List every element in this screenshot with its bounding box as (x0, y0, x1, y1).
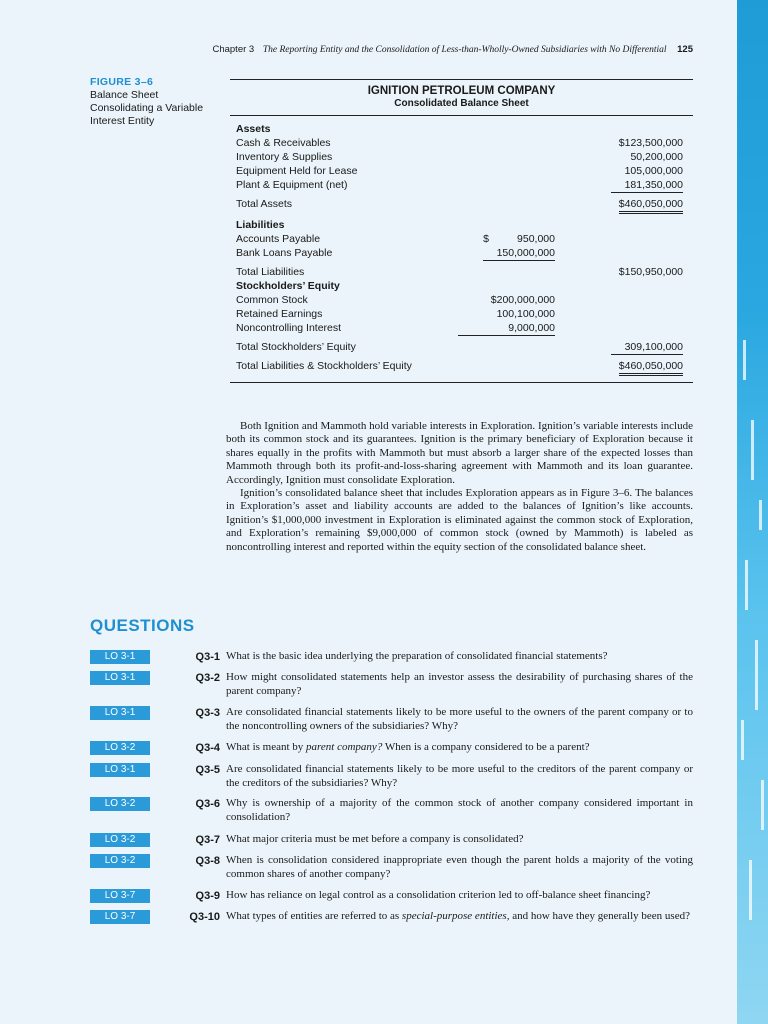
equity-heading: Stockholders’ Equity (236, 280, 340, 292)
question-number: Q3-5 (195, 764, 220, 776)
asset-row: Plant & Equipment (net) 181,350,000 (236, 179, 683, 191)
question-number: Q3-1 (195, 651, 220, 663)
learning-objective-badge: LO 3-1 (90, 671, 150, 685)
question-number: Q3-10 (189, 911, 220, 923)
liability-row: Bank Loans Payable 150,000,000 (236, 247, 555, 259)
equity-row: Noncontrolling Interest 9,000,000 (236, 322, 555, 334)
question-number: Q3-3 (195, 707, 220, 719)
total-liabilities-row: Total Liabilities $150,950,000 (236, 266, 683, 278)
learning-objective-badge: LO 3-7 (90, 889, 150, 903)
question-text: How has reliance on legal control as a consolidation criterion led to off-balance sheet financing? (226, 889, 651, 901)
question-number: Q3-7 (195, 834, 220, 846)
learning-objective-badge: LO 3-2 (90, 741, 150, 755)
question-text: What is the basic idea underlying the preparation of consolidated financial statements? (226, 650, 608, 662)
question-text: Are consolidated financial statements likely to be more useful to the creditors of the parent company or the creditors of the subsidiaries? Why? (226, 763, 693, 789)
decorative-side-band (737, 0, 768, 1024)
question-number: Q3-6 (195, 798, 220, 810)
question-text: What is meant by parent company? When is a company considered to be a parent? (226, 741, 590, 753)
body-text (226, 420, 693, 554)
learning-objective-badge: LO 3-2 (90, 797, 150, 811)
questions-heading: QUESTIONS (90, 616, 195, 635)
learning-objective-badge: LO 3-7 (90, 910, 150, 924)
learning-objective-badge: LO 3-2 (90, 854, 150, 868)
learning-objective-badge: LO 3-1 (90, 706, 150, 720)
company-name: IGNITION PETROLEUM COMPANY (367, 85, 556, 97)
page-number: 125 (677, 44, 693, 55)
learning-objective-badge: LO 3-1 (90, 763, 150, 777)
chapter-label: Chapter 3 (212, 44, 255, 55)
question-number: Q3-2 (195, 672, 220, 684)
figure-number: FIGURE 3–6 (90, 76, 154, 88)
learning-objective-badge: LO 3-2 (90, 833, 150, 847)
question-text: When is consolidation considered inappropriate even though the parent holds a majority of the voting common shares of another company? (226, 854, 693, 880)
question-number: Q3-8 (195, 855, 220, 867)
question-number: Q3-4 (195, 742, 220, 754)
question-text: What major criteria must be met before a company is consolidated? (226, 833, 524, 845)
liability-row: Accounts Payable $ 950,000 (236, 233, 555, 245)
statement-title: Consolidated Balance Sheet (230, 98, 693, 116)
learning-objective-badge: LO 3-1 (90, 650, 150, 664)
paragraph: Ignition’s consolidated balance sheet that includes Exploration appears as in Figure 3–6. The balances in Exploration’s asset and liability accounts are added to the balances of Ignition’s like accounts. Ignition’s $1,000,000 investment in Exploration is eliminated against the common stock of Exploration, and Exploration’s remaining $9,000,000 of common stock (owned by Mammoth) is labeled as noncontrolling interest and reported within the equity section of the consolidated balance sheet. (226, 487, 693, 553)
asset-row: Cash & Receivables $123,500,000 (236, 137, 683, 149)
liabilities-heading: Liabilities (236, 219, 285, 231)
figure-caption-line: Balance Sheet (90, 89, 159, 101)
question-number: Q3-9 (195, 890, 220, 902)
asset-row: Inventory & Supplies 50,200,000 (236, 151, 683, 163)
chapter-title: The Reporting Entity and the Consolidation of Less-than-Wholly-Owned Subsidiaries with No Differential (262, 45, 667, 55)
question-text: Why is ownership of a majority of the common stock of another company considered important in consolidation? (226, 797, 693, 823)
figure-caption-line: Consolidating a Variable (90, 102, 204, 114)
question-text: How might consolidated statements help an investor assess the desirability of purchasing shares of the parent company? (226, 671, 693, 697)
question-text: Are consolidated financial statements likely to be more useful to the owners of the parent company or to the noncontrolling owners of the subsidiaries? Why? (226, 706, 693, 732)
paragraph: Both Ignition and Mammoth hold variable interests in Exploration. Ignition’s variable interests include both its common stock and its guarantees. Ignition is the primary beneficiary of Exploration because it shares equally in the profits with Mammoth but must absorb a larger share of the expected losses than Mammoth through both its profit-and-loss-sharing agreement with Mammoth and its loan guarantee. Accordingly, Ignition must consolidate Exploration. (226, 420, 693, 486)
assets-heading: Assets (236, 123, 271, 135)
asset-row: Equipment Held for Lease 105,000,000 (236, 165, 683, 177)
figure-caption (90, 76, 230, 128)
running-header (160, 44, 693, 55)
total-assets-row: Total Assets $460,050,000 (236, 197, 693, 211)
figure-caption-line: Interest Entity (90, 115, 155, 127)
equity-row: Retained Earnings 100,100,000 (236, 308, 555, 320)
balance-sheet (230, 79, 693, 373)
question-text: What types of entities are referred to as special-purpose entities, and how have they generally been used? (226, 910, 690, 922)
total-liabilities-equity-row: Total Liabilities & Stockholders’ Equity $460,050,000 (236, 359, 693, 373)
total-equity-row: Total Stockholders’ Equity 309,100,000 (236, 341, 683, 353)
equity-row: Common Stock $200,000,000 (236, 294, 555, 306)
